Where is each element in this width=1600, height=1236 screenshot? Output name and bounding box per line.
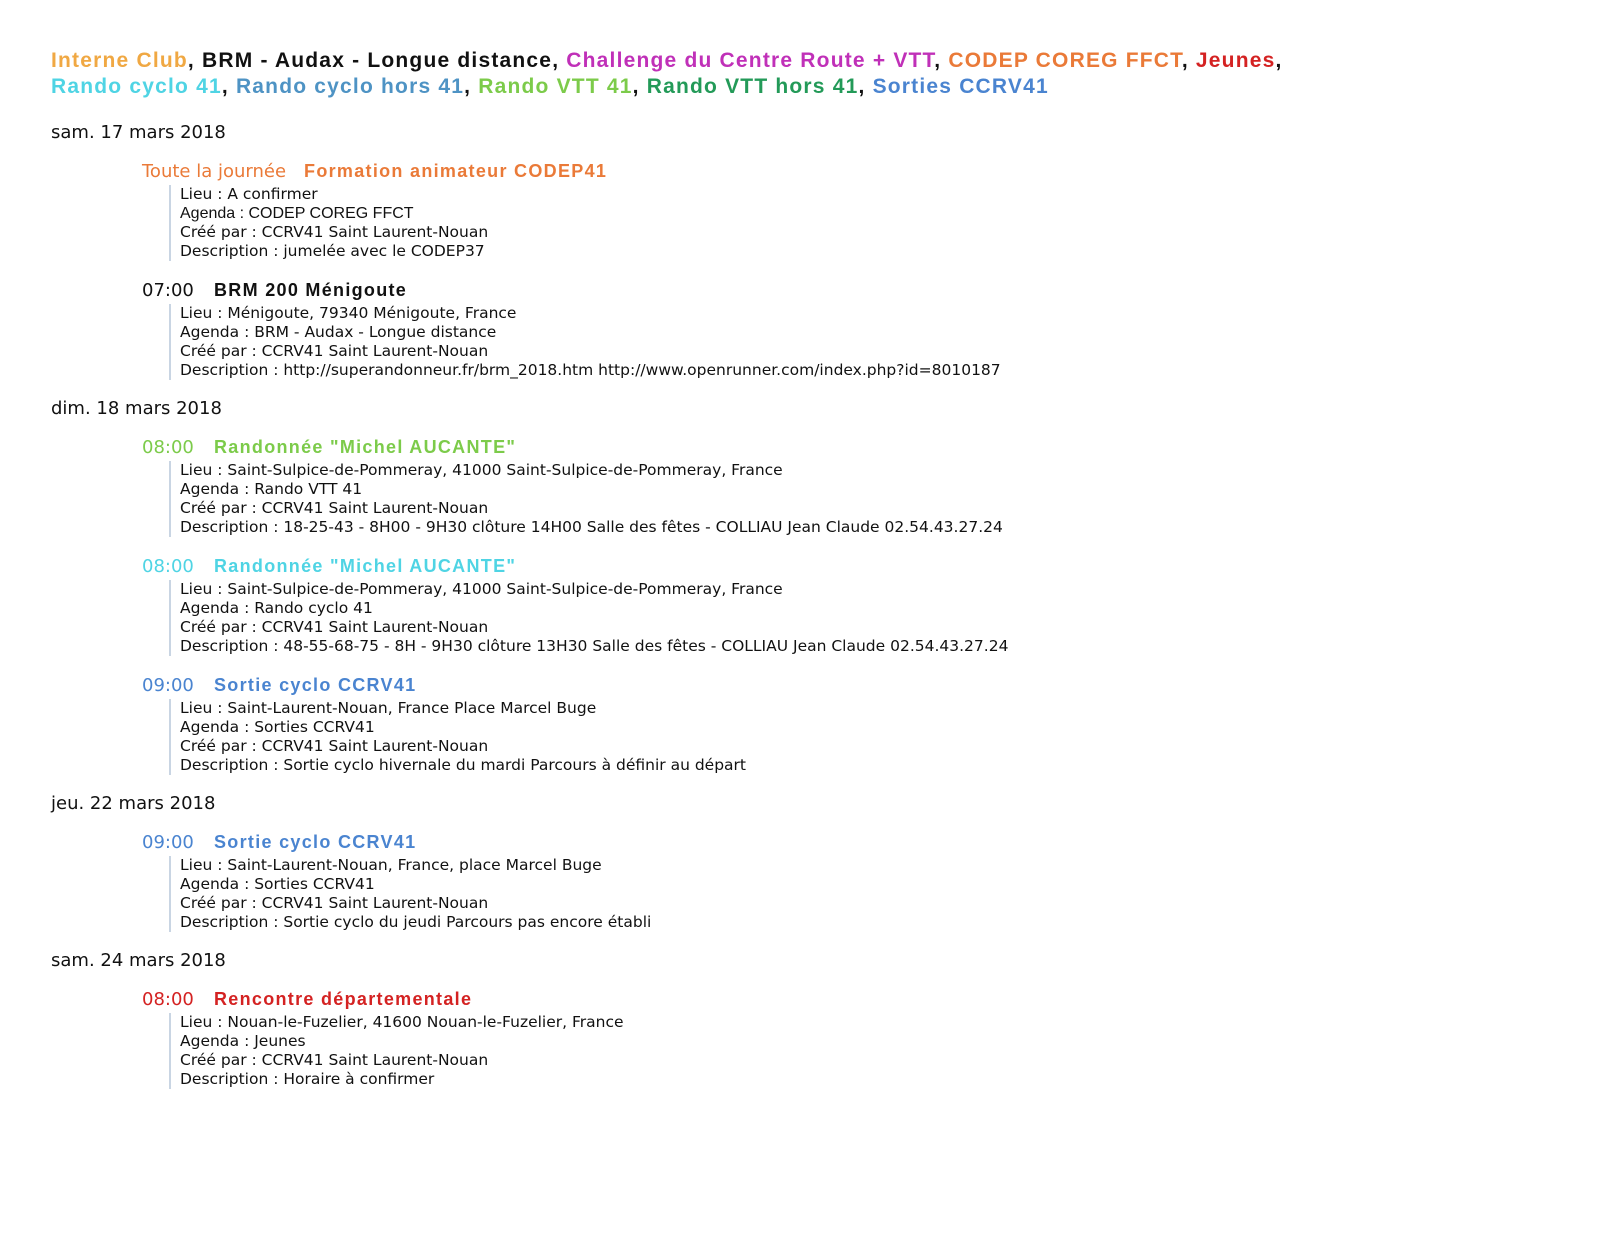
event-title[interactable]: Sortie cyclo CCRV41 (214, 832, 417, 852)
event-time: 08:00 (142, 556, 194, 577)
event-time: 07:00 (142, 280, 194, 301)
legend-item-sorties-ccrv41: Sorties CCRV41 (872, 75, 1049, 98)
event-details (169, 304, 1551, 380)
event-header (142, 436, 1551, 459)
event-details (169, 699, 1551, 775)
legend-separator: , (187, 49, 202, 72)
event-agenda: Agenda : Sorties CCRV41 (180, 718, 375, 736)
event-lieu: Lieu : Saint-Sulpice-de-Pommeray, 41000 Saint-Sulpice-de-Pommeray, France (180, 580, 783, 598)
calendar-agenda-page (51, 48, 1551, 1107)
event-entry (142, 674, 1551, 775)
event-agenda: Agenda : Rando cyclo 41 (180, 599, 373, 617)
legend-item-rando-cyclo-hors-41: Rando cyclo hors 41 (235, 75, 465, 98)
event-lieu: Lieu : Saint-Laurent-Nouan, France Place Marcel Buge (180, 699, 597, 717)
event-details (169, 1013, 1551, 1089)
event-details (169, 856, 1551, 932)
event-lieu: Lieu : Saint-Sulpice-de-Pommeray, 41000 Saint-Sulpice-de-Pommeray, France (180, 461, 783, 479)
day-heading: dim. 18 mars 2018 (51, 398, 222, 419)
event-header (142, 831, 1551, 854)
legend-item-brm-audax: BRM - Audax - Longue distance (201, 49, 553, 72)
event-title[interactable]: Randonnée "Michel AUCANTE" (214, 556, 517, 576)
legend-separator: , (858, 75, 873, 98)
event-lieu: Lieu : Nouan-le-Fuzelier, 41600 Nouan-le-Fuzelier, France (180, 1013, 624, 1031)
event-description[interactable]: Description : http://superandonneur.fr/brm_2018.htm http://www.openrunner.com/index.php?id=8010187 (180, 361, 1001, 379)
event-header (142, 555, 1551, 578)
event-lieu: Lieu : Saint-Laurent-Nouan, France, place Marcel Buge (180, 856, 602, 874)
day-heading: sam. 17 mars 2018 (51, 122, 226, 143)
event-header (142, 988, 1551, 1011)
legend-item-jeunes: Jeunes (1195, 49, 1276, 72)
event-agenda: Agenda : Sorties CCRV41 (180, 875, 375, 893)
event-description: Description : jumelée avec le CODEP37 (180, 242, 485, 260)
event-entry (142, 160, 1551, 261)
event-description: Description : Sortie cyclo hivernale du mardi Parcours à définir au départ (180, 756, 747, 774)
event-title[interactable]: BRM 200 Ménigoute (214, 280, 408, 300)
legend-item-codep-coreg: CODEP COREG FFCT (948, 49, 1182, 72)
legend-item-rando-vtt-hors-41: Rando VTT hors 41 (646, 75, 859, 98)
event-lieu: Lieu : A confirmer (180, 185, 318, 203)
event-time: 09:00 (142, 675, 194, 696)
event-description: Description : 48-55-68-75 - 8H - 9H30 clôture 13H30 Salle des fêtes - COLLIAU Jean Claude 02.54.43.27.24 (180, 637, 1009, 655)
event-title[interactable]: Sortie cyclo CCRV41 (214, 675, 417, 695)
legend-item-challenge-centre: Challenge du Centre Route + VTT (566, 49, 935, 72)
event-title[interactable]: Randonnée "Michel AUCANTE" (214, 437, 517, 457)
event-header (142, 674, 1551, 697)
legend-separator: , (552, 49, 567, 72)
event-time: 08:00 (142, 437, 194, 458)
event-title[interactable]: Rencontre départementale (214, 989, 473, 1009)
event-time: 09:00 (142, 832, 194, 853)
event-details (169, 185, 1551, 261)
legend-separator: , (934, 49, 949, 72)
event-header (142, 160, 1551, 183)
event-agenda: Agenda : Rando VTT 41 (180, 480, 363, 498)
event-entry (142, 831, 1551, 932)
agenda-legend (51, 48, 1551, 100)
event-created-by: Créé par : CCRV41 Saint Laurent-Nouan (180, 1051, 489, 1069)
event-agenda: Agenda : BRM - Audax - Longue distance (180, 323, 497, 341)
event-lieu: Lieu : Ménigoute, 79340 Ménigoute, France (180, 304, 517, 322)
event-created-by: Créé par : CCRV41 Saint Laurent-Nouan (180, 342, 489, 360)
event-description: Description : 18-25-43 - 8H00 - 9H30 clôture 14H00 Salle des fêtes - COLLIAU Jean Claude 02.54.43.27.24 (180, 518, 1003, 536)
day-heading: sam. 24 mars 2018 (51, 950, 226, 971)
legend-separator: , (464, 75, 479, 98)
event-agenda: Agenda : Jeunes (180, 1032, 306, 1050)
event-entry (142, 555, 1551, 656)
legend-separator: , (1275, 49, 1283, 72)
event-created-by: Créé par : CCRV41 Saint Laurent-Nouan (180, 499, 489, 517)
legend-item-rando-vtt-41: Rando VTT 41 (478, 75, 633, 98)
event-description: Description : Sortie cyclo du jeudi Parcours pas encore établi (180, 913, 652, 931)
event-header (142, 279, 1551, 302)
event-description: Description : Horaire à confirmer (180, 1070, 435, 1088)
event-title[interactable]: Formation animateur CODEP41 (304, 161, 608, 181)
event-time: 08:00 (142, 989, 194, 1010)
event-details (169, 580, 1551, 656)
event-created-by: Créé par : CCRV41 Saint Laurent-Nouan (180, 223, 489, 241)
event-entry (142, 279, 1551, 380)
event-agenda: Agenda : CODEP COREG FFCT (180, 205, 414, 222)
event-entry (142, 436, 1551, 537)
event-details (169, 461, 1551, 537)
legend-item-rando-cyclo-41: Rando cyclo 41 (51, 75, 222, 98)
legend-separator: , (1181, 49, 1196, 72)
legend-separator: , (221, 75, 236, 98)
legend-separator: , (632, 75, 647, 98)
day-heading: jeu. 22 mars 2018 (51, 793, 216, 814)
event-created-by: Créé par : CCRV41 Saint Laurent-Nouan (180, 737, 489, 755)
legend-item-interne-club: Interne Club (51, 49, 188, 72)
event-created-by: Créé par : CCRV41 Saint Laurent-Nouan (180, 618, 489, 636)
event-time: Toute la journée (142, 161, 287, 182)
event-entry (142, 988, 1551, 1089)
event-created-by: Créé par : CCRV41 Saint Laurent-Nouan (180, 894, 489, 912)
